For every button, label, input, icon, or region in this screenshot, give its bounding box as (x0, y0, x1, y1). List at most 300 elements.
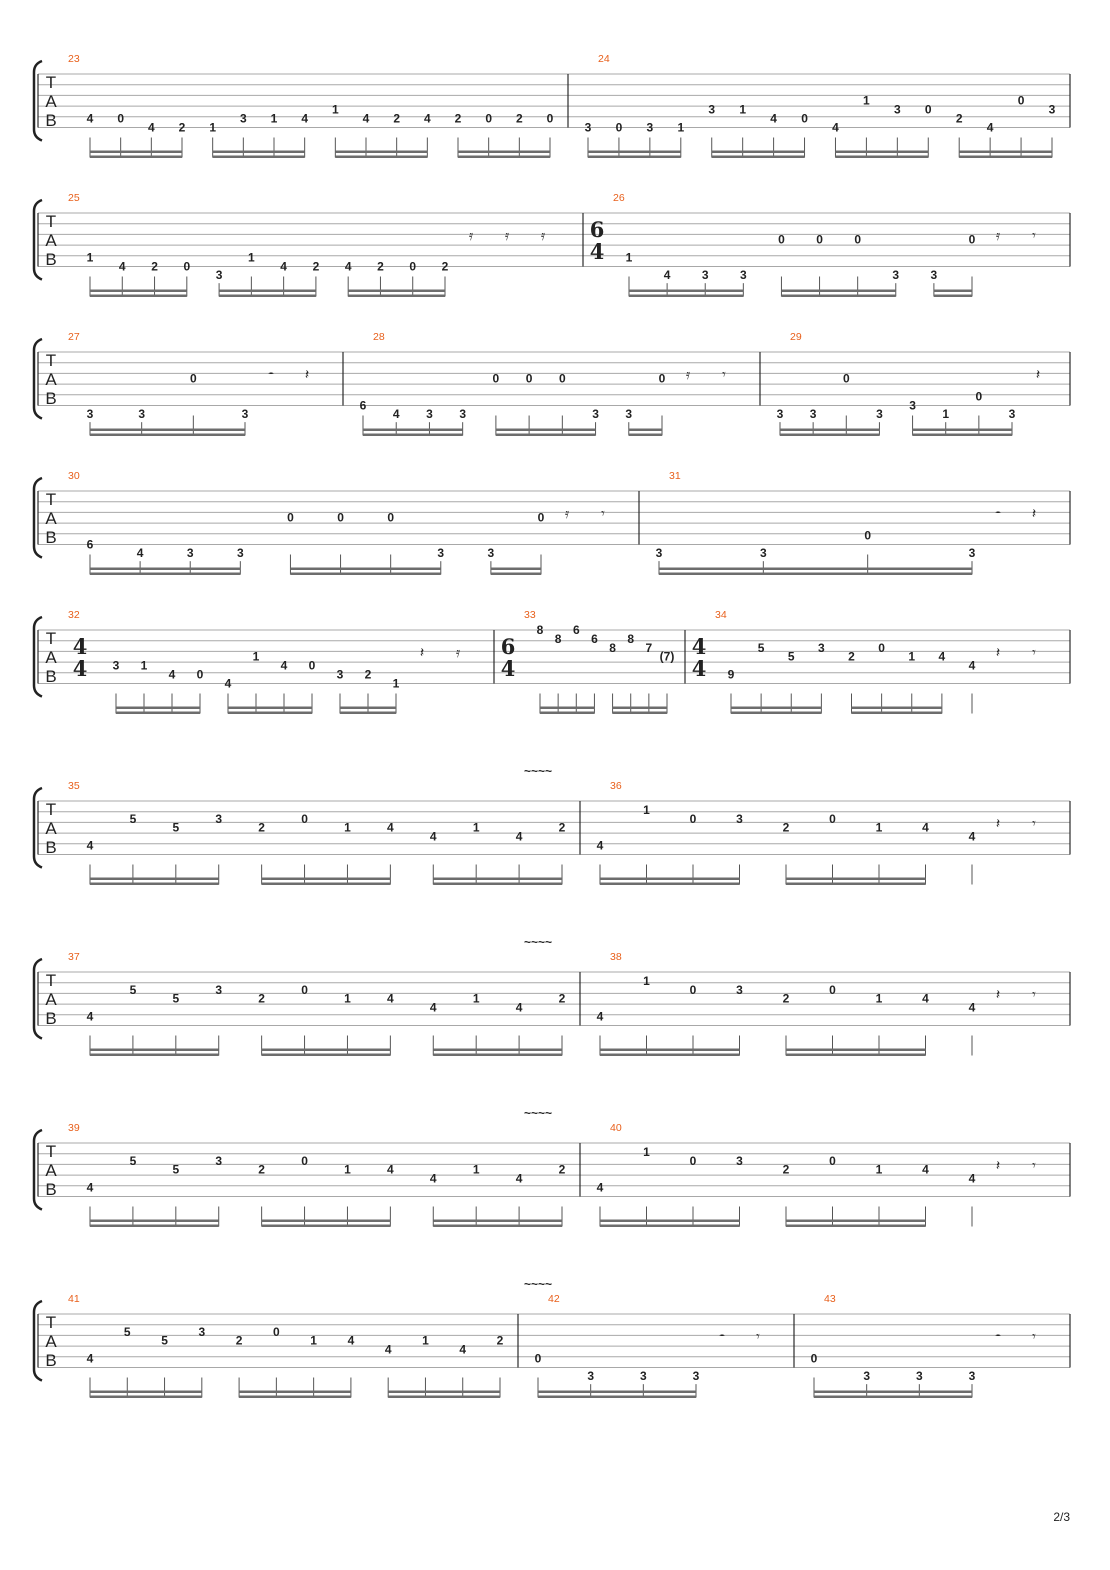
fret-number: 1 (643, 973, 650, 988)
time-signature-bottom: 4 (589, 239, 605, 264)
fret-number: 4 (301, 111, 309, 126)
fret-number: 0 (975, 389, 983, 404)
fret-number: 0 (537, 510, 545, 525)
rest-symbol: 𝄾 (601, 506, 605, 522)
measure-number: 38 (610, 951, 622, 963)
tab-label-b: B (45, 1009, 57, 1028)
fret-number: 0 (829, 1153, 836, 1168)
measure-number: 35 (68, 780, 80, 792)
fret-number: 6 (572, 623, 580, 637)
beam (588, 151, 681, 154)
beam (786, 883, 926, 886)
fret-number: 4 (429, 1171, 437, 1186)
fret-number: 3 (701, 268, 709, 283)
fret-number: 4 (86, 1351, 94, 1366)
beam (348, 290, 445, 293)
fret-number: 5 (172, 820, 180, 835)
beam (340, 712, 396, 715)
fret-number: 8 (609, 640, 616, 655)
fret-number: 1 (209, 120, 217, 135)
tab-label-b: B (45, 1351, 57, 1370)
fret-number: 1 (331, 102, 339, 117)
fret-number: 2 (312, 259, 320, 274)
tab-label-b: B (45, 250, 57, 269)
fret-number: 2 (782, 820, 790, 835)
fret-number: 3 (809, 407, 817, 422)
measure-number: 27 (68, 331, 80, 343)
fret-number: 0 (689, 1153, 697, 1168)
fret-number: 3 (818, 640, 825, 655)
fret-number: 1 (643, 802, 650, 817)
fret-number: 5 (172, 1162, 180, 1177)
fret-number: 3 (930, 268, 938, 283)
tab-label-b: B (45, 528, 57, 547)
tab-label-b: B (45, 1180, 57, 1199)
beam (786, 878, 926, 881)
beam (538, 1396, 696, 1399)
time-signature-bottom: 4 (500, 656, 516, 681)
fret-number: 2 (558, 1162, 566, 1177)
measure-number: 25 (68, 192, 80, 204)
tab-label-b: B (45, 389, 57, 408)
fret-number: 3 (592, 407, 599, 422)
fret-number: 1 (270, 111, 278, 126)
tab-label-t: T (45, 1142, 57, 1161)
fret-number: 4 (118, 259, 126, 274)
fret-number: 0 (409, 259, 417, 274)
fret-number: 3 (915, 1369, 923, 1384)
fret-number: 4 (429, 829, 437, 844)
beam (90, 1220, 219, 1223)
rest-symbol: 𝄽 (1031, 506, 1037, 522)
beam (959, 156, 1052, 159)
beam (433, 878, 562, 881)
beam (90, 1391, 202, 1394)
measure-number: 24 (598, 53, 610, 65)
beam (90, 1049, 219, 1052)
vibrato-mark: ~~~~ (523, 764, 553, 778)
rest-symbol: 𝄼 (268, 367, 274, 383)
fret-number: 3 (112, 658, 120, 673)
beam (712, 156, 805, 159)
fret-number: 3 (437, 546, 445, 561)
fret-number: 3 (584, 120, 592, 135)
fret-number: 3 (86, 407, 94, 422)
beam (780, 434, 879, 437)
fret-number: 0 (658, 371, 666, 386)
fret-number: 3 (739, 268, 747, 283)
time-signature-top: 4 (72, 634, 88, 659)
beam (786, 1054, 926, 1057)
rest-symbol: 𝄾 (1032, 645, 1036, 661)
staff-system (34, 53, 1070, 158)
fret-number: 2 (178, 120, 186, 135)
fret-number: 0 (829, 982, 836, 997)
beam (913, 434, 1012, 437)
fret-number: 3 (336, 667, 344, 682)
fret-number: 0 (615, 120, 623, 135)
beam (835, 156, 928, 159)
rest-symbol: 𝄽 (304, 367, 310, 383)
fret-number: 2 (454, 111, 462, 126)
fret-number: 4 (968, 658, 976, 673)
fret-number: 2 (441, 259, 449, 274)
tab-label-a: A (45, 509, 57, 528)
fret-number: 0 (842, 371, 850, 386)
fret-number: 1 (875, 1162, 883, 1177)
fret-number: 2 (377, 259, 384, 274)
beam (90, 434, 245, 437)
staff-system (34, 1106, 1070, 1227)
fret-number: 4 (280, 658, 288, 673)
fret-number: 4 (968, 1171, 976, 1186)
rest-symbol: 𝄿 (468, 228, 474, 244)
fret-number: 2 (558, 820, 566, 835)
beam (262, 883, 391, 886)
fret-number: 4 (347, 1333, 355, 1348)
fret-number: 3 (1008, 407, 1016, 422)
fret-number: 4 (968, 829, 976, 844)
fret-number: 1 (344, 820, 351, 835)
beam (600, 1225, 740, 1228)
beam (629, 434, 662, 437)
beam (659, 568, 972, 571)
fret-number: 3 (893, 102, 901, 117)
fret-number: 5 (129, 982, 137, 997)
fret-number: 4 (423, 111, 431, 126)
fret-number: 3 (909, 398, 916, 413)
fret-number: 4 (387, 820, 394, 835)
beam (433, 883, 562, 886)
fret-number: 4 (168, 667, 176, 682)
fret-number: 4 (429, 1000, 437, 1015)
fret-number: 7 (645, 640, 653, 655)
beam (239, 1391, 351, 1394)
beam (540, 712, 594, 715)
beam (458, 156, 550, 159)
beam (538, 1391, 696, 1394)
fret-number: 2 (393, 111, 401, 126)
fret-number: 4 (459, 1342, 467, 1357)
fret-number: 0 (273, 1324, 280, 1339)
fret-number: 2 (496, 1333, 504, 1348)
fret-number: 8 (554, 631, 562, 646)
rest-symbol: 𝄿 (685, 367, 691, 383)
fret-number: 4 (922, 820, 929, 835)
fret-number: 4 (922, 1162, 929, 1177)
beam (491, 573, 541, 576)
beam (219, 295, 316, 298)
beam (90, 1396, 202, 1399)
beam (433, 1220, 562, 1223)
beam (835, 151, 928, 154)
fret-number: 1 (875, 820, 883, 835)
fret-number: 4 (86, 111, 94, 126)
rest-symbol: 𝄿 (995, 228, 1001, 244)
beam (659, 573, 972, 576)
beam (116, 712, 200, 715)
measure-number: 34 (715, 609, 727, 621)
beam (90, 151, 182, 154)
fret-number: 3 (863, 1369, 871, 1384)
tab-label-t: T (45, 1313, 57, 1332)
fret-number: 1 (677, 120, 685, 135)
fret-number: 4 (515, 1171, 523, 1186)
fret-number: 4 (147, 120, 155, 135)
beam (934, 295, 972, 298)
beam (239, 1396, 351, 1399)
fret-number: 2 (258, 1162, 265, 1177)
fret-number: 4 (968, 1000, 976, 1015)
fret-number: 3 (655, 546, 663, 561)
beam (213, 151, 305, 154)
fret-number: 4 (986, 120, 994, 135)
fret-number: 5 (172, 991, 180, 1006)
beam (90, 883, 219, 886)
fret-number: 4 (515, 1000, 523, 1015)
beam (781, 295, 895, 298)
fret-number: (7) (659, 649, 675, 664)
fret-number: 2 (782, 991, 790, 1006)
fret-number: 2 (848, 649, 855, 664)
fret-number: 0 (924, 102, 932, 117)
measure-number: 40 (610, 1122, 622, 1134)
beam (491, 568, 541, 571)
beam (600, 1054, 740, 1057)
fret-number: 1 (739, 102, 747, 117)
beam (433, 1049, 562, 1052)
fret-number: 0 (829, 811, 836, 826)
beam (90, 1054, 219, 1057)
fret-number: 4 (515, 829, 523, 844)
rest-symbol: 𝄽 (995, 816, 1001, 832)
measure-number: 43 (824, 1293, 836, 1305)
measure-number: 32 (68, 609, 80, 621)
beam (262, 1049, 391, 1052)
fret-number: 0 (117, 111, 125, 126)
fret-number: 0 (1017, 93, 1025, 108)
fret-number: 3 (736, 811, 743, 826)
fret-number: 1 (472, 820, 480, 835)
fret-number: 4 (224, 676, 232, 691)
fret-number: 4 (770, 111, 777, 126)
fret-number: 3 (625, 407, 633, 422)
tab-label-t: T (45, 800, 57, 819)
beam (363, 429, 463, 432)
fret-number: 3 (776, 407, 784, 422)
beam (600, 1049, 740, 1052)
beam (629, 429, 662, 432)
fret-number: 0 (485, 111, 493, 126)
fret-number: 0 (196, 667, 204, 682)
fret-number: 3 (487, 546, 495, 561)
page-number: 2/3 (1053, 1510, 1070, 1524)
measure-number: 31 (669, 470, 681, 482)
fret-number: 4 (596, 1009, 604, 1024)
measure-number: 37 (68, 951, 80, 963)
rest-symbol: 𝄽 (995, 1158, 1001, 1174)
beam (90, 573, 240, 576)
fret-number: 0 (816, 232, 823, 247)
tab-label-a: A (45, 92, 57, 111)
fret-number: 4 (362, 111, 370, 126)
rest-symbol: 𝄾 (1032, 816, 1036, 832)
rest-symbol: 𝄾 (1032, 987, 1036, 1003)
fret-number: 1 (643, 1144, 650, 1159)
beam (262, 878, 391, 881)
rest-symbol: 𝄽 (995, 987, 1001, 1003)
fret-number: 0 (546, 111, 554, 126)
beam (712, 151, 805, 154)
fret-number: 2 (364, 667, 372, 682)
beam (600, 883, 740, 886)
fret-number: 6 (86, 537, 94, 552)
rest-symbol: 𝄼 (995, 1329, 1001, 1345)
staff-system (34, 764, 1070, 885)
fret-number: 3 (876, 407, 883, 422)
beam (613, 707, 667, 710)
beam (913, 429, 1012, 432)
fret-number: 2 (782, 1162, 790, 1177)
fret-number: 1 (422, 1333, 429, 1348)
beam (262, 1220, 391, 1223)
staff-system (34, 192, 1070, 297)
fret-number: 0 (810, 1351, 818, 1366)
tab-label-b: B (45, 838, 57, 857)
beam (290, 568, 440, 571)
fret-number: 3 (241, 407, 249, 422)
fret-number: 1 (344, 991, 351, 1006)
fret-number: 0 (689, 982, 697, 997)
fret-number: 0 (878, 640, 885, 655)
fret-number: 3 (892, 268, 900, 283)
rest-symbol: 𝄿 (504, 228, 510, 244)
measure-number: 33 (524, 609, 536, 621)
staff-system (34, 331, 1070, 436)
fret-number: 0 (337, 510, 344, 525)
fret-number: 2 (151, 259, 158, 274)
fret-number: 0 (689, 811, 697, 826)
fret-number: 2 (258, 820, 265, 835)
tab-label-t: T (45, 73, 57, 92)
fret-number: 0 (492, 371, 500, 386)
beam (852, 712, 942, 715)
fret-number: 6 (591, 631, 598, 646)
fret-number: 6 (359, 398, 367, 413)
fret-number: 4 (596, 1180, 604, 1195)
tab-label-a: A (45, 370, 57, 389)
beam (433, 1225, 562, 1228)
vibrato-mark: ~~~~ (523, 935, 553, 949)
fret-number: 4 (136, 546, 144, 561)
fret-number: 1 (875, 991, 883, 1006)
tab-label-b: B (45, 667, 57, 686)
beam (613, 712, 667, 715)
fret-number: 0 (534, 1351, 542, 1366)
tab-label-t: T (45, 351, 57, 370)
beam (496, 429, 596, 432)
measure-number: 28 (373, 331, 385, 343)
fret-number: 1 (140, 658, 148, 673)
fret-number: 5 (787, 649, 795, 664)
beam (213, 156, 305, 159)
rest-symbol: 𝄿 (564, 506, 570, 522)
fret-number: 4 (86, 838, 94, 853)
beam (90, 878, 219, 881)
tab-label-a: A (45, 1332, 57, 1351)
measure-number: 41 (68, 1293, 80, 1305)
fret-number: 3 (759, 546, 767, 561)
fret-number: 0 (301, 1153, 308, 1168)
rest-symbol: 𝄾 (1032, 1329, 1036, 1345)
beam (786, 1225, 926, 1228)
beam (458, 151, 550, 154)
beam (90, 295, 187, 298)
fret-number: 1 (392, 676, 400, 691)
beam (363, 434, 463, 437)
beam (629, 290, 743, 293)
fret-number: 0 (183, 259, 191, 274)
staff-system (34, 935, 1070, 1056)
rest-symbol: 𝄽 (1035, 367, 1041, 383)
fret-number: 0 (287, 510, 294, 525)
fret-number: 0 (864, 528, 872, 543)
beam (731, 707, 821, 710)
fret-number: 4 (280, 259, 287, 274)
beam (786, 1220, 926, 1223)
tab-label-a: A (45, 1161, 57, 1180)
beam (496, 434, 596, 437)
vibrato-mark: ~~~~ (523, 1106, 553, 1120)
fret-number: 3 (239, 111, 247, 126)
beam (90, 429, 245, 432)
fret-number: 8 (627, 631, 635, 646)
fret-number: 4 (832, 120, 839, 135)
staff-system (34, 609, 1070, 714)
beam (219, 290, 316, 293)
beam (934, 290, 972, 293)
fret-number: 4 (344, 259, 352, 274)
beam (588, 156, 681, 159)
fret-number: 5 (757, 640, 765, 655)
beam (786, 1049, 926, 1052)
fret-number: 4 (596, 838, 604, 853)
fret-number: 4 (86, 1009, 94, 1024)
time-signature-top: 4 (691, 634, 707, 659)
fret-number: 3 (215, 811, 223, 826)
fret-number: 0 (968, 232, 976, 247)
tab-label-t: T (45, 971, 57, 990)
fret-number: 3 (646, 120, 654, 135)
fret-number: 2 (955, 111, 963, 126)
fret-number: 3 (968, 546, 976, 561)
tab-label-a: A (45, 231, 57, 250)
beam (814, 1391, 972, 1394)
tab-label-t: T (45, 629, 57, 648)
fret-number: 9 (727, 667, 735, 682)
time-signature-bottom: 4 (72, 656, 88, 681)
beam (290, 573, 440, 576)
fret-number: 1 (310, 1333, 317, 1348)
fret-number: 4 (86, 1180, 94, 1195)
beam (629, 295, 743, 298)
fret-number: 3 (587, 1369, 595, 1384)
fret-number: 0 (308, 658, 316, 673)
rest-symbol: 𝄿 (540, 228, 546, 244)
fret-number: 3 (692, 1369, 700, 1384)
beam (852, 707, 942, 710)
beam (388, 1396, 500, 1399)
